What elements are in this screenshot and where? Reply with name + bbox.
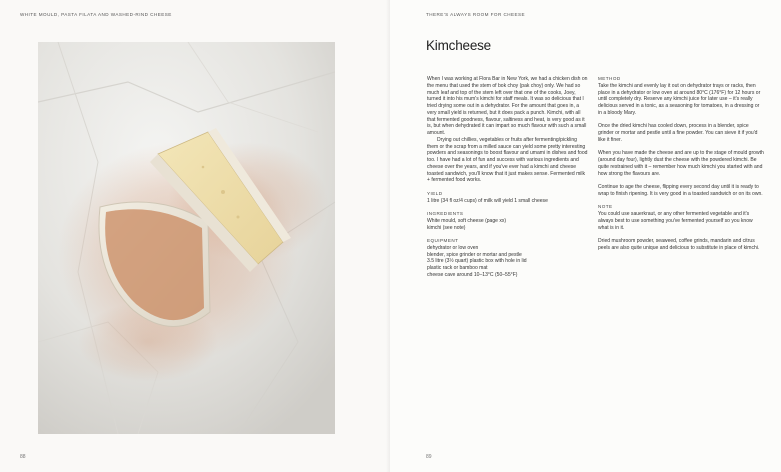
equipment-label: EQUIPMENT xyxy=(427,238,459,243)
method-paragraph: When you have made the cheese and are up to the stage of mould growth (around day four), lightly dust the cheese with the powdered kimchi. Be quite restrained with it – remember how much kimchi you started with and how strong the flavours are. xyxy=(598,150,764,177)
left-text-column xyxy=(427,76,589,279)
recipe-title: Kimcheese xyxy=(426,38,491,53)
note-section xyxy=(598,204,764,251)
equipment-section xyxy=(427,238,589,279)
intro-paragraph: Drying out chillies, vegetables or fruits after fermenting/pickling them or the scrap from a milled sauce can yield some pretty interesting powders and seasonings to boost flavour and umami in dishes and food too. I have had a lot of fun and success with various ingredients and cheese over the years, and if you've ever had a kimchi and cheese toasted sandwich, you'll know that it just makes sense. Fermented milk + fermented food works. xyxy=(427,136,588,184)
method-section xyxy=(598,76,764,198)
ingredients-label: INGREDIENTS xyxy=(427,211,464,216)
intro-paragraph: When I was working at Flora Bar in New York, we had a chicken dish on the menu that used the stem of bok choy (pak choy) only. We had so much leaf and top of the stem left over that one of the cooks, Joey, turned it into his mum's kimchi for staff meals. It was so delicious that I tried drying some out in a dehydrator. For the amount that goes in, a very small yield is returned, but it does pack a punch. Kimchi, with all that fermented goodness, flavour, saltiness and heat, is very good as it is, but when dehydrated it can impart so much flavour with such a small amount. xyxy=(427,76,588,136)
ingredients-section xyxy=(427,211,589,231)
left-page xyxy=(0,0,390,472)
running-head-right: THERE'S ALWAYS ROOM FOR CHEESE xyxy=(426,12,526,17)
yield-section xyxy=(427,191,589,205)
equipment-item: 3.5 litre (3½ quart) plastic box with hole in lid xyxy=(427,258,527,265)
cheese-photo xyxy=(38,42,335,434)
equipment-item: cheese cave around 10–13°C (50–55°F) xyxy=(427,271,518,278)
yield-text: 1 litre (34 fl oz/4 cups) of milk will yield 1 small cheese xyxy=(427,197,548,204)
note-paragraph: Dried mushroom powder, seaweed, coffee grinds, mandarin and citrus peels are also quite unique and delicious to substitute in place of kimchi. xyxy=(598,238,760,251)
right-text-column xyxy=(598,76,764,252)
page-number-left: 88 xyxy=(20,454,26,460)
running-head-left: WHITE MOULD, PASTA FILATA AND WASHED-RIND CHEESE xyxy=(20,12,172,17)
note-paragraph: You could use sauerkraut, or any other fermented vegetable and it's always best to use something you've fermented yourself so you know what is in it. xyxy=(598,211,753,231)
method-paragraph: Continue to age the cheese, flipping every second day until it is ready to wrap to finish ripening. It is very good in a toasted sandwich or on its own. xyxy=(598,184,763,197)
method-label: METHOD xyxy=(598,76,621,81)
yield-label: YIELD xyxy=(427,190,443,196)
equipment-item: blender, spice grinder or mortar and pestle xyxy=(427,251,522,258)
method-paragraph: Take the kimchi and evenly lay it out on dehydrator trays or racks, then place in a dehydrator or low oven at around 80°C (176°F) for 12 hours or until completely dry. Reserve any kimchi juice for later use – it's really delicious served in a tonic, as a seasoning for tomatoes, in a dressing or in a bloody Mary. xyxy=(598,82,761,116)
equipment-item: plastic rack or bamboo mat xyxy=(427,265,488,271)
method-paragraph: Once the dried kimchi has cooled down, process in a blender, spice grinder or mortar and pestle until a fine powder. You can sieve it if you'd like it finer. xyxy=(598,123,758,143)
equipment-item: dehydrator or low oven xyxy=(427,244,479,251)
ingredient-item: kimchi (see note) xyxy=(427,224,466,231)
cheese-illustration xyxy=(38,42,335,434)
ingredient-item: White mould, soft cheese (page xx) xyxy=(427,217,507,224)
note-label: NOTE xyxy=(598,204,613,210)
page-number-right: 89 xyxy=(426,454,432,460)
